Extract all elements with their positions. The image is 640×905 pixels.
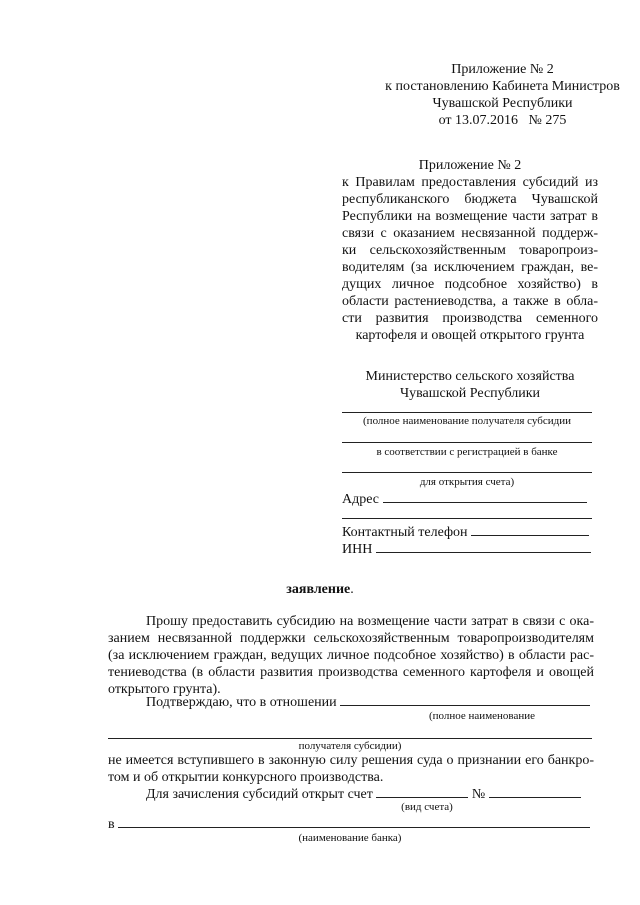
account-type-hint: (вид счета) <box>401 801 453 813</box>
statement-period: . <box>350 582 354 597</box>
confirm-hint-1: (полное наименование <box>428 710 536 722</box>
appendix-resolution: к постановлению Кабинета Министров <box>385 79 620 94</box>
phone-row <box>342 523 598 541</box>
rules-line-8: области растениеводства, а также в обла- <box>342 294 598 309</box>
appendix-date: от 13.07.2016 № 275 <box>438 113 567 128</box>
request-line-4: тениеводства (в области развития производства семенного картофеля и овощей <box>108 665 594 680</box>
request-line-1: Прошу предоставить субсидию на возмещение части затрат в связи с ока- <box>146 614 594 629</box>
rules-line-5: ки сельскохозяйственным товаропроиз- <box>342 243 598 258</box>
address-field[interactable] <box>383 490 587 503</box>
recipient-name-field-2[interactable] <box>108 738 592 739</box>
request-line-2: занием несвязанной поддержки сельскохозяйственным товаропроизводителям <box>108 631 594 646</box>
appendix-republic: Чувашской Республики <box>432 96 573 111</box>
rules-line-4: связи с оказанием несвязанной поддерж- <box>342 226 598 241</box>
address-label: Адрес <box>342 492 380 507</box>
bank-name-hint: (наименование банка) <box>298 832 402 844</box>
statement-title: заявление <box>286 582 351 597</box>
recipient-name-field[interactable] <box>340 693 590 706</box>
inn-field[interactable] <box>376 540 591 553</box>
rules-line-3: Республики на возмещение части затрат в <box>342 209 598 224</box>
recipient-hint-3: для открытия счета) <box>419 476 515 488</box>
account-number-field[interactable] <box>489 785 581 798</box>
appendix-number: Приложение № 2 <box>451 62 554 77</box>
confirm-row <box>146 693 594 711</box>
account-label: Для зачисления субсидий открыт счет <box>146 787 373 802</box>
account-row <box>146 785 594 803</box>
confirm-label: Подтверждаю, что в отношении <box>146 695 337 710</box>
rules-appendix-title: Приложение № 2 <box>418 158 522 173</box>
recipient-hint-2: в соответствии с регистрацией в банке <box>376 446 558 458</box>
account-number-sign: № <box>471 787 486 802</box>
appendix-header <box>340 61 640 129</box>
recipient-name-line-1[interactable] <box>342 412 592 413</box>
rules-line-1: к Правилам предоставления субсидий из <box>342 175 598 190</box>
addressee-line-1: Министерство сельского хозяйства <box>365 369 575 384</box>
account-type-field[interactable] <box>376 785 468 798</box>
confirm-hint-2: получателя субсидии) <box>298 740 402 752</box>
statement-title-row <box>0 581 640 598</box>
rules-line-6: водителям (за исключением граждан, ве- <box>342 260 598 275</box>
recipient-name-line-3[interactable] <box>342 472 592 473</box>
request-line-3: (за исключением граждан, ведущих личное подсобное хозяйство) в области рас- <box>108 648 594 663</box>
bankruptcy-line-2: том и об открытии конкурсного производства. <box>108 770 384 785</box>
rules-line-last: картофеля и овощей открытого грунта <box>355 328 585 343</box>
bank-prefix: в <box>108 817 115 832</box>
phone-label: Контактный телефон <box>342 525 468 540</box>
addressee-line-2: Чувашской Республики <box>399 386 541 401</box>
phone-field[interactable] <box>471 523 589 536</box>
addressee-ministry <box>342 368 598 402</box>
rules-appendix <box>342 157 598 344</box>
bankruptcy-line-1: не имеется вступившего в законную силу решения суда о признании его банкро- <box>108 753 594 768</box>
address-row <box>342 490 598 508</box>
request-paragraph <box>108 613 594 698</box>
bankruptcy-text <box>108 752 594 786</box>
bank-name-field[interactable] <box>118 815 590 828</box>
recipient-hint-1: (полное наименование получателя субсидии <box>363 415 571 427</box>
recipient-name-line-2[interactable] <box>342 442 592 443</box>
rules-line-2: республиканского бюджета Чувашской <box>342 192 598 207</box>
rules-line-9: сти развития производства семенного <box>342 311 598 326</box>
inn-label: ИНН <box>342 542 373 557</box>
rules-line-7: дущих личное подсобное хозяйство) в <box>342 277 598 292</box>
address-line-2[interactable] <box>342 518 592 519</box>
bank-row <box>108 815 594 833</box>
inn-row <box>342 540 598 558</box>
request-line-last: открытого грунта). <box>108 682 221 697</box>
